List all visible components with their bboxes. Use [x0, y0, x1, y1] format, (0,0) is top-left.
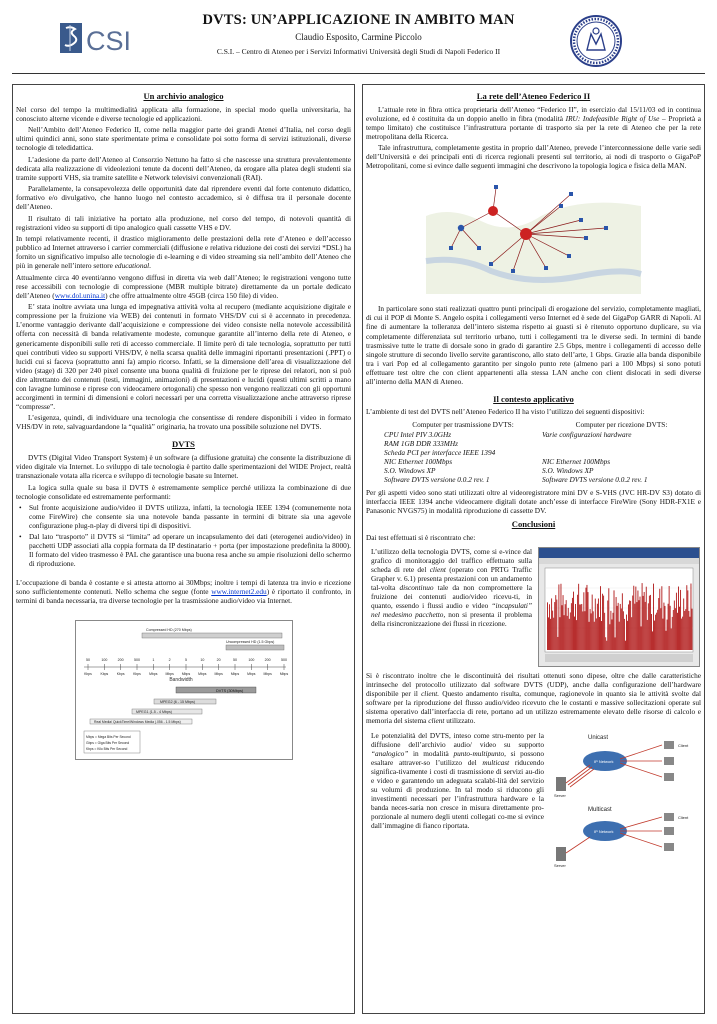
- axis-tick-unit: Mbps: [165, 671, 174, 676]
- traffic-bar: [607, 600, 608, 649]
- axis-tick-label: 500: [280, 657, 287, 662]
- traffic-bar: [598, 598, 599, 650]
- section-title-dvts: DVTS: [172, 439, 195, 450]
- paragraph: L’occupazione di banda è costante e si attesta attorno ai 30Mbps; inoltre i tempi di latenza tra invio e ricezione sono sufficientemente contenuti. Nello schema che segue (fonte www.internet2.edu) è riportato il confronto, in termini di banda necessaria, tra diverse tecnologie per la trasmissione audio/video via Internet.: [16, 578, 351, 606]
- logo-text: CSI: [86, 26, 132, 56]
- traffic-bar: [660, 608, 661, 650]
- traffic-bar: [561, 583, 562, 649]
- traffic-bar: [678, 586, 679, 649]
- traffic-bar: [596, 618, 597, 650]
- paragraph: E’ stata inoltre avviata una lunga ed impegnativa attività volta al recupero (mediante acquisizione digitale e compressione per la fruizione via WEB) dei contenuti in formato VHS/DV cui si è accennato in precedenza. L’enorme vantaggio derivante dall’acquisizione e compressione dei video consiste nella notevole accessibilità offerta con necessità di banda relativamente modeste, comunque garantite all’interno della rete di Ateneo, e genericamente disponibili sulle reti di accesso commerciale. Il limite però di tale tecnologia, soprattutto per tutti quei contributi video su supporti VHS/DV, è nella scarsa qualità delle immagini riportanti presentazioni (.PPT) o lucidi cui si faceva (soprattutto anni fa) ampio ricorso. Infatti, se la dimensione dell’area di visualizzazione del video (stage) di 320 per 240 pixel consente una buona qualità di fruizione per le riprese dei relatori, non si può dire altrettanto dei contenuti (testi, immagini, animazioni) di presentazioni e lucidi (questi ultimi scritti a mano con lavagne luminose e riprese con videocamere ortogonali) che spesso non vengono realizzati con gli opportuni accorgimenti in termini di dimensioni e colori necessari per una corretta visualizzazione anche attraverso riprese “compresse”.: [16, 302, 351, 411]
- traffic-bar: [568, 608, 569, 650]
- traffic-bar: [619, 621, 620, 649]
- paragraph: In tempi relativamente recenti, il drastico miglioramento delle prestazioni della rete d’Ateneo e dell’accesso pubblico ad Internet attraverso i carrier commerciali (diffusione e relativa riduzione dei costi dei servizi *DSL) ha fornito un significativo impulso alle tecnologie di e-learning e di video streaming sia nell’ambito dell’Ateneo che più in generale nell’intero settore educational.: [16, 234, 351, 271]
- legend-line: Mbps = Mega Bits Per Second: [85, 734, 131, 739]
- axis-tick-unit: Kbps: [99, 671, 108, 676]
- list-item: • Sul fronte acquisizione audio/video il DVTS utilizza, infatti, la tecnologia IEEE 1394 (comunemente nota come FireWire) che consente sia una notevole banda passante in termini di bitrate sia una agevole configurazione plug-n-play di diversi tipi di dispositivi.: [16, 503, 351, 530]
- traffic-bar: [588, 592, 589, 650]
- axis-tick-label: 50: [232, 657, 237, 662]
- server-icon: [556, 777, 566, 791]
- traffic-bar: [572, 598, 573, 650]
- traffic-bar: [673, 610, 674, 650]
- traffic-bar: [633, 585, 634, 649]
- traffic-bar: [650, 595, 651, 650]
- poster-title: DVTS: UN’APPLICAZIONE IN AMBITO MAN: [202, 12, 515, 28]
- traffic-bar: [662, 618, 663, 649]
- traffic-bar: [628, 604, 629, 650]
- traffic-bar: [601, 621, 602, 650]
- traffic-bar: [643, 596, 644, 650]
- traffic-bar: [587, 585, 588, 650]
- section-title-contesto: Il contesto applicativo: [493, 393, 574, 404]
- bar-uncompressed-hd: [226, 645, 284, 650]
- traffic-bar: [553, 617, 554, 649]
- traffic-bar: [580, 604, 581, 650]
- traffic-bar: [613, 612, 614, 649]
- traffic-bar: [637, 590, 638, 649]
- axis-tick-label: 100: [100, 657, 107, 662]
- axis-tick-unit: Kbps: [116, 671, 125, 676]
- traffic-bar: [616, 597, 617, 650]
- traffic-bar: [676, 592, 677, 649]
- spec-line: S.O. Windows XP: [542, 465, 594, 475]
- traffic-bar: [617, 606, 618, 650]
- multicast-label: Multicast: [588, 806, 612, 813]
- paragraph: In particolare sono stati realizzati quattro punti principali di erogazione del servizio, completamente magliati, di cui il POP di Monte S. Angelo ospita i collegamenti verso Internet ed è sede del GigaPop GARR di Napoli. Al fine di aumentare la tolleranza dell’intero sistema rispetto ai guasti si è ritenuto opportuno duplicare, su via completamente differenziata sul territorio urbano, tutti i collegamenti tra le diverse sedi. In termini di bande trasmissive tutte le tratte di dorsale sono in grado di garantire 2.5 Gbps, mentre i collegamenti di accesso delle singole strutture di secondo livello servite garantiscono, allo stato dell’arte, 1 Gbps. Grazie alla banda disponibile tra i vari Pop ed al collegamento garantito per singolo punto rete (almeno pari a 100 Mbps) si sono potuti effettuare test oltre che con client appartenenti alla stessa LAN anche con client dislocati in sedi diverse all’interno della MAN di Ateneo.: [366, 304, 701, 386]
- traffic-bar: [603, 595, 604, 649]
- axis-tick-unit: Mbps: [246, 671, 255, 676]
- traffic-bar: [623, 611, 624, 650]
- axis-tick-label: 20: [216, 657, 221, 662]
- paragraph: Attualmente circa 40 eventi/anno vengono diffusi in diretta via web dall’Ateneo; le registrazioni vengono tutte rese accessibili con tecnologie di compressione (MBR multiple bitrate) direttamente da un portale dedicato dell’Ateneo (www.dol.unina.it) che offre attualmente oltre 45GB (circa 150 file) di video.: [16, 272, 351, 300]
- traffic-bar: [594, 621, 595, 649]
- paragraph: Si è riscontrato inoltre che le discontinuità dei risultati ottenuti sono dipese, oltre che dalle caratteristiche intrinseche del protocollo utilizzato dal software DVTS (UDP), anche dalla configurazione dell’hardware disponibile per il client. Questo andamento risulta, comunque, ragionevole in quanto sia le attività svolte dal software per la riproduzione del flusso audio/video ricevuto che le costanti e massive sollecitazioni operate sul sistema operativo dall’interfaccia di rete, portano ad un utilizzo estremamente elevato delle risorse di calcolo e memoria del sistema client utilizzato.: [366, 670, 702, 725]
- traffic-bar: [629, 600, 630, 650]
- spec-line: [542, 439, 701, 448]
- paragraph: Dai test effettuati si è riscontrato che:: [366, 532, 476, 542]
- traffic-bar: [663, 602, 664, 649]
- label-mpeg1: MPEG1 (1.5 - 4 Mbps): [135, 709, 172, 714]
- traffic-bar: [577, 594, 578, 649]
- bar-compressed-hd: [142, 633, 282, 638]
- spec-line: Scheda PCI per interfacce IEEE 1394: [384, 447, 496, 457]
- traffic-bar: [614, 590, 615, 650]
- axis-label-bandwidth: Bandwidth: [168, 676, 193, 683]
- traffic-bar: [618, 603, 619, 650]
- traffic-bar: [669, 586, 670, 650]
- traffic-bar: [645, 602, 646, 650]
- traffic-bar: [597, 603, 598, 649]
- traffic-bar: [583, 592, 584, 650]
- university-seal-icon: [569, 14, 623, 68]
- axis-tick-unit: Kbps: [132, 671, 141, 676]
- traffic-bar: [658, 598, 659, 650]
- traffic-bar: [595, 598, 596, 649]
- traffic-bar: [689, 616, 690, 649]
- traffic-bar: [622, 593, 623, 650]
- rx-spec: [542, 420, 701, 484]
- traffic-bar: [592, 594, 593, 649]
- label-streaming: Real Media/ QuickTime/Windows Media (.056 - 1.5 Mbps): [93, 719, 181, 724]
- traffic-bar: [582, 611, 583, 650]
- traffic-bar: [641, 626, 642, 650]
- left-column: [12, 84, 355, 1014]
- internet2-link[interactable]: www.internet2.edu: [211, 587, 267, 597]
- paragraph: Tale infrastruttura, completamente gestita in proprio dall’Ateneo, prevede l’interconnessione delle varie sedi dell’Università e dei principali enti di ricerca regionali presenti sul territorio, ai nodi di trasporto o GigaPoP Metropolitani, come si evince dalle seguenti immagini che descrivono la topologia logica e fisica della MAN.: [366, 143, 701, 171]
- traffic-bar: [651, 614, 652, 650]
- multicast-block: [366, 731, 701, 871]
- spec-line: Varie configurazioni hardware: [542, 429, 632, 439]
- paragraph: L’ambiente di test del DVTS nell’Ateneo Federico II ha visto l’utilizzo dei seguenti dispositivi:: [366, 407, 645, 417]
- traffic-bar: [646, 586, 647, 649]
- traffic-bar: [615, 637, 616, 650]
- traffic-bar: [600, 586, 601, 650]
- spec-line: RAM 1GB DDR 333MHz: [384, 438, 458, 448]
- server-label: Server: [554, 862, 566, 868]
- axis-tick-label: 50: [85, 657, 90, 662]
- traffic-bar: [570, 612, 571, 650]
- traffic-bar: [571, 603, 572, 650]
- traffic-bar: [562, 605, 563, 650]
- traffic-bar: [668, 603, 669, 649]
- traffic-bar: [548, 617, 549, 650]
- paragraph: Le potenzialità del DVTS, inteso come stru-mento per la diffusione dell’archivio audio/ video su supporto “analogico” in modalità punto-multipunto, si possono esaltare attraver-so l’utilizzo del multicast riducendo significa-tivamente i costi di trasmissione di servizi au-dio e video e garantendo un adeguata scalabi-lità del servizio su volumi di produzione. In tal modo si riducono gli investimenti necessari per l’infrastruttura hardware e la banda neces-saria non cresce in misura direttamente pro-porzionale al numero degli utenti collegati co-me si evince dall’immagine di fianco riportata.: [371, 730, 545, 831]
- traffic-bar: [611, 619, 612, 650]
- traffic-bar: [635, 586, 636, 649]
- tx-spec: [366, 420, 542, 484]
- traffic-bar: [667, 619, 668, 649]
- traffic-bar: [656, 612, 657, 649]
- axis-tick-unit: Mbps: [148, 671, 157, 676]
- traffic-bar: [567, 616, 568, 650]
- traffic-bar: [552, 610, 553, 649]
- traffic-bar: [652, 631, 653, 650]
- traffic-bar: [621, 608, 622, 650]
- traffic-bar: [657, 609, 658, 649]
- traffic-bar: [654, 620, 655, 649]
- paragraph: L’attuale rete in fibra ottica proprietaria dell’Ateneo “Federico II”, in esercizio dal 15/11/03 ed in continua evoluzione, ed è costituita da un doppio anello in fibra (modalità IRU: Indefeasible Right of Use – Proprietà a tempo limitato) che costituisce l’infrastruttura portante di trasporto sia per la rete di Ateneo che per la rete metropolitana della Ricerca.: [366, 104, 701, 141]
- axis-tick-unit: Mbps: [279, 671, 288, 676]
- traffic-bar: [630, 601, 631, 650]
- traffic-bar: [692, 608, 693, 649]
- traffic-bar: [575, 604, 576, 650]
- axis-tick-label: 1: [151, 657, 154, 662]
- axis-tick-label: 500: [133, 657, 140, 662]
- traffic-bar: [661, 586, 662, 650]
- right-column: [362, 84, 705, 1014]
- spec-line: Software DVTS versione 0.0.2 rev. 1: [542, 474, 648, 484]
- traffic-bar: [556, 599, 557, 649]
- traffic-bar: [573, 591, 574, 649]
- traffic-bar: [555, 595, 556, 650]
- traffic-bar: [659, 588, 660, 649]
- traffic-bar: [626, 614, 627, 649]
- list-item: • Dal lato “trasporto” il DVTS si “limita” ad operare un incapsulamento dei dati (eterogenei audio/video) in pacchetti UDP associati alla coppia formata da IP destinatario + porta (per impostazione predefinita la 8000). Il formato del video trasmesso è PAL che garantisce una buona resa anche su ampie risoluzioni dello schermo di riproduzione.: [16, 532, 351, 568]
- unicast-label: Unicast: [588, 734, 609, 741]
- traffic-bar: [625, 640, 626, 649]
- poster-authors: Claudio Esposito, Carmine Piccolo: [295, 32, 422, 42]
- axis-tick-unit: Mbps: [197, 671, 206, 676]
- traffic-bar: [644, 592, 645, 650]
- traffic-bar: [683, 598, 684, 650]
- man-topology-figure: [421, 176, 646, 294]
- traffic-bar: [606, 640, 607, 649]
- server-icon: [556, 847, 566, 861]
- label-uncompressed-hd: Uncompressed HD (1.5 Gbps): [225, 639, 274, 644]
- traffic-bar: [578, 583, 579, 649]
- axis-tick-unit: Kbps: [83, 671, 92, 676]
- bullet-list: [16, 503, 351, 568]
- axis-tick-unit: Mbps: [263, 671, 272, 676]
- traffic-bar: [670, 605, 671, 649]
- traffic-bar: [576, 620, 577, 650]
- axis-tick-unit: Mbps: [181, 671, 190, 676]
- traffic-bar: [593, 611, 594, 650]
- axis-tick-unit: Mbps: [214, 671, 223, 676]
- axis-tick-unit: Mbps: [230, 671, 239, 676]
- traffic-bar: [672, 617, 673, 650]
- traffic-bar: [627, 620, 628, 649]
- section-title-archivio: Un archivio analogico: [143, 91, 224, 101]
- paragraph: L’utilizzo della tecnologia DVTS, come si e-vince dal grafico di monitoraggio del traffico effettuato sulla scheda di rete del client (operato con PRTG Traffic Grapher v. 6.1) presenta prestazioni con un andamento tal-volta discontinuo tale da non compromettere la fruizione dei contenuti audio/video ricevu-ti, in quanto, essendo i flussi audio e video “incapsulati” nel medesimo pacchetto, non si presenta il problema della risincronizzazione dei flussi in ricezione.: [371, 546, 533, 629]
- paragraph: L’adesione da parte dell’Ateneo al Consorzio Nettuno ha fatto si che nascesse una struttura prevalentemente dedicata alla realizzazione di videolezioni tenute da docenti dell’Ateneo, da erogare alla platea degli studenti sia tramite supporti VHS, sia tramite satellite e Network televisivi convenzionali (RAI).: [16, 154, 351, 182]
- spec-line: CPU Intel PIV 3.0GHz: [384, 429, 452, 439]
- traffic-bar: [647, 620, 648, 650]
- traffic-bar: [604, 612, 605, 649]
- client-label: Client: [678, 814, 689, 820]
- traffic-graph-figure: [538, 547, 700, 667]
- paragraph: L’esigenza, quindi, di individuare una tecnologia che consentisse di rendere disponibili i video in formato VHS/DV in rete, salvaguardandone la “qualità” originaria, ha trovato una possibile soluzione nel DVTS.: [16, 413, 351, 432]
- paragraph: Nell’Ambito dell’Ateneo Federico II, come nella maggior parte dei grandi Atenei d’Italia, nel corso degli ultimi quindici anni, sono state sperimentate prima e consolidate poi sotto forma di servizi istituzionali, diverse tecnologie di teledidattica.: [16, 125, 351, 153]
- traffic-bar: [585, 587, 586, 649]
- paragraph: Il risultato di tali iniziative ha portato alla produzione, nel corso del tempo, di notevoli quantità di registrazioni video su supporti di tipo analogico quali cassette VHS e DV.: [16, 213, 351, 232]
- traffic-bar: [681, 618, 682, 649]
- traffic-bar: [655, 614, 656, 649]
- axis-tick-label: 200: [117, 657, 124, 662]
- traffic-bar: [640, 596, 641, 649]
- traffic-bar: [674, 600, 675, 649]
- ip-network-label: IP Network: [594, 828, 614, 834]
- axis-tick-label: 200: [264, 657, 271, 662]
- paragraph: Nel corso del tempo la multimedialità applicata alla formazione, in special modo quella universitaria, ha conosciuto alterne vicende e diverse tecnologie ed applicazioni.: [16, 104, 351, 123]
- traffic-bar: [632, 595, 633, 649]
- traffic-bar: [563, 595, 564, 650]
- traffic-bar: [558, 584, 559, 650]
- traffic-bar: [609, 624, 610, 650]
- traffic-bar: [620, 604, 621, 650]
- traffic-bar: [610, 610, 611, 649]
- traffic-bar: [589, 621, 590, 649]
- traffic-bar: [605, 637, 606, 650]
- label-compressed-hd: Compressed HD (270 Mbps): [145, 627, 192, 632]
- section-title-conclusioni: Conclusioni: [511, 518, 556, 529]
- traffic-bar: [550, 619, 551, 650]
- traffic-bar: [682, 616, 683, 649]
- traffic-bar: [581, 604, 582, 650]
- traffic-bar: [679, 606, 680, 649]
- paragraph: La logica sulla quale su basa il DVTS è estremamente semplice perché utilizza la combinazione di due tecnologie consolidate ed estremamente performanti:: [16, 482, 351, 501]
- traffic-bar: [677, 612, 678, 649]
- traffic-bar: [551, 598, 552, 650]
- traffic-bar: [653, 583, 654, 649]
- traffic-bar: [579, 604, 580, 650]
- axis-tick-label: 100: [247, 657, 254, 662]
- traffic-bar: [680, 590, 681, 650]
- ip-network-label: IP Network: [594, 758, 614, 764]
- spec-line: S.O. Windows XP: [384, 465, 436, 475]
- traffic-bar: [566, 600, 567, 650]
- traffic-bar: [608, 588, 609, 650]
- paragraph: DVTS (Digital Video Transport System) è un software (a diffusione gratuita) che consente la distribuzione di video digitale via Internet. Lo sviluppo di tale tecnologia è partito dalle sperimentazioni del WIDE Project, realtà transnazionale votata alla ricerca e sviluppo di tecnologie basate su Internet.: [16, 453, 351, 481]
- tx-spec-heading: Computer per trasmissione DVTS:: [412, 419, 514, 429]
- axis-tick-label: 10: [199, 657, 204, 662]
- traffic-bar: [649, 595, 650, 649]
- client-label: Client: [678, 742, 689, 748]
- traffic-bar: [688, 611, 689, 650]
- paragraph: Parallelamente, la consapevolezza delle opportunità date dal riprendere eventi dal forte contenuto didattico, formativo e/o divulgativo, che hanno luogo nel contesto accademico, si è diffusa tra il personale docente dell’Ateneo.: [16, 184, 351, 212]
- paragraph: Per gli aspetti video sono stati utilizzati oltre al videoregistratore mini DV e S-VHS (JVC HR-DV S3) dotato di interfaccia IEEE 1394 anche videocamere digitali dotate anch’esse di interfacce FireWire (Sony HDR-FX1E e Panasonic NVGS75) in modalità riproduzione di cassette DV.: [366, 487, 701, 515]
- traffic-bar: [687, 590, 688, 650]
- traffic-bar: [574, 616, 575, 649]
- traffic-bar: [590, 609, 591, 650]
- axis-tick-label: 5: [184, 657, 187, 662]
- traffic-block: [366, 547, 701, 667]
- traffic-bar: [684, 611, 685, 650]
- spec-line: Software DVTS versione 0.0.2 rev. 1: [384, 474, 490, 484]
- spec-line: [542, 448, 701, 457]
- traffic-bar: [648, 603, 649, 650]
- unicast-multicast-figure: [550, 731, 700, 871]
- traffic-bar: [675, 608, 676, 650]
- traffic-bar: [665, 606, 666, 650]
- rx-spec-heading: Computer per ricezione DVTS:: [575, 419, 668, 429]
- traffic-bar: [671, 628, 672, 650]
- traffic-bar: [634, 603, 635, 649]
- label-dvts: DVTS (30Mbps): [215, 688, 243, 693]
- traffic-bar: [624, 619, 625, 650]
- traffic-bar: [591, 613, 592, 650]
- traffic-bar: [569, 618, 570, 649]
- traffic-bar: [547, 602, 548, 650]
- traffic-bar: [602, 593, 603, 649]
- traffic-bar: [564, 615, 565, 650]
- traffic-bar: [666, 630, 667, 649]
- bandwidth-comparison-figure: [75, 620, 293, 760]
- traffic-bar: [557, 637, 558, 650]
- dol-link[interactable]: www.dol.unina.it: [54, 290, 106, 300]
- section-title-rete: La rete dell’Ateneo Federico II: [476, 91, 591, 101]
- traffic-bar: [559, 617, 560, 650]
- traffic-bar: [685, 609, 686, 650]
- traffic-bar: [599, 617, 600, 650]
- traffic-bar: [631, 617, 632, 650]
- server-label: Server: [554, 792, 566, 798]
- traffic-bar: [565, 604, 566, 650]
- label-mpeg2: MPEG2 (6 - 15 Mbps): [159, 699, 195, 704]
- legend-line: Gbps = Giga Bits Per Second: [85, 740, 129, 745]
- poster-affiliation: C.S.I. – Centro di Ateneo per i Servizi Informativi Università degli Studi di Napoli Federico II: [216, 47, 501, 56]
- traffic-bar: [642, 583, 643, 650]
- legend-line: Kbps = Kilo Bits Per Second: [85, 746, 127, 751]
- traffic-bar: [584, 611, 585, 650]
- header-rule: [12, 73, 705, 74]
- traffic-bar: [549, 604, 550, 650]
- traffic-bar: [636, 602, 637, 650]
- traffic-bar: [639, 600, 640, 650]
- traffic-bar: [691, 583, 692, 649]
- poster-header: [0, 0, 717, 70]
- spec-line: NIC Ethernet 100Mbps: [384, 456, 453, 466]
- traffic-bar: [686, 585, 687, 650]
- device-spec-table: [366, 420, 701, 484]
- traffic-bar: [554, 602, 555, 650]
- axis-tick-label: 2: [168, 657, 171, 662]
- spec-line: NIC Ethernet 100Mbps: [542, 456, 611, 466]
